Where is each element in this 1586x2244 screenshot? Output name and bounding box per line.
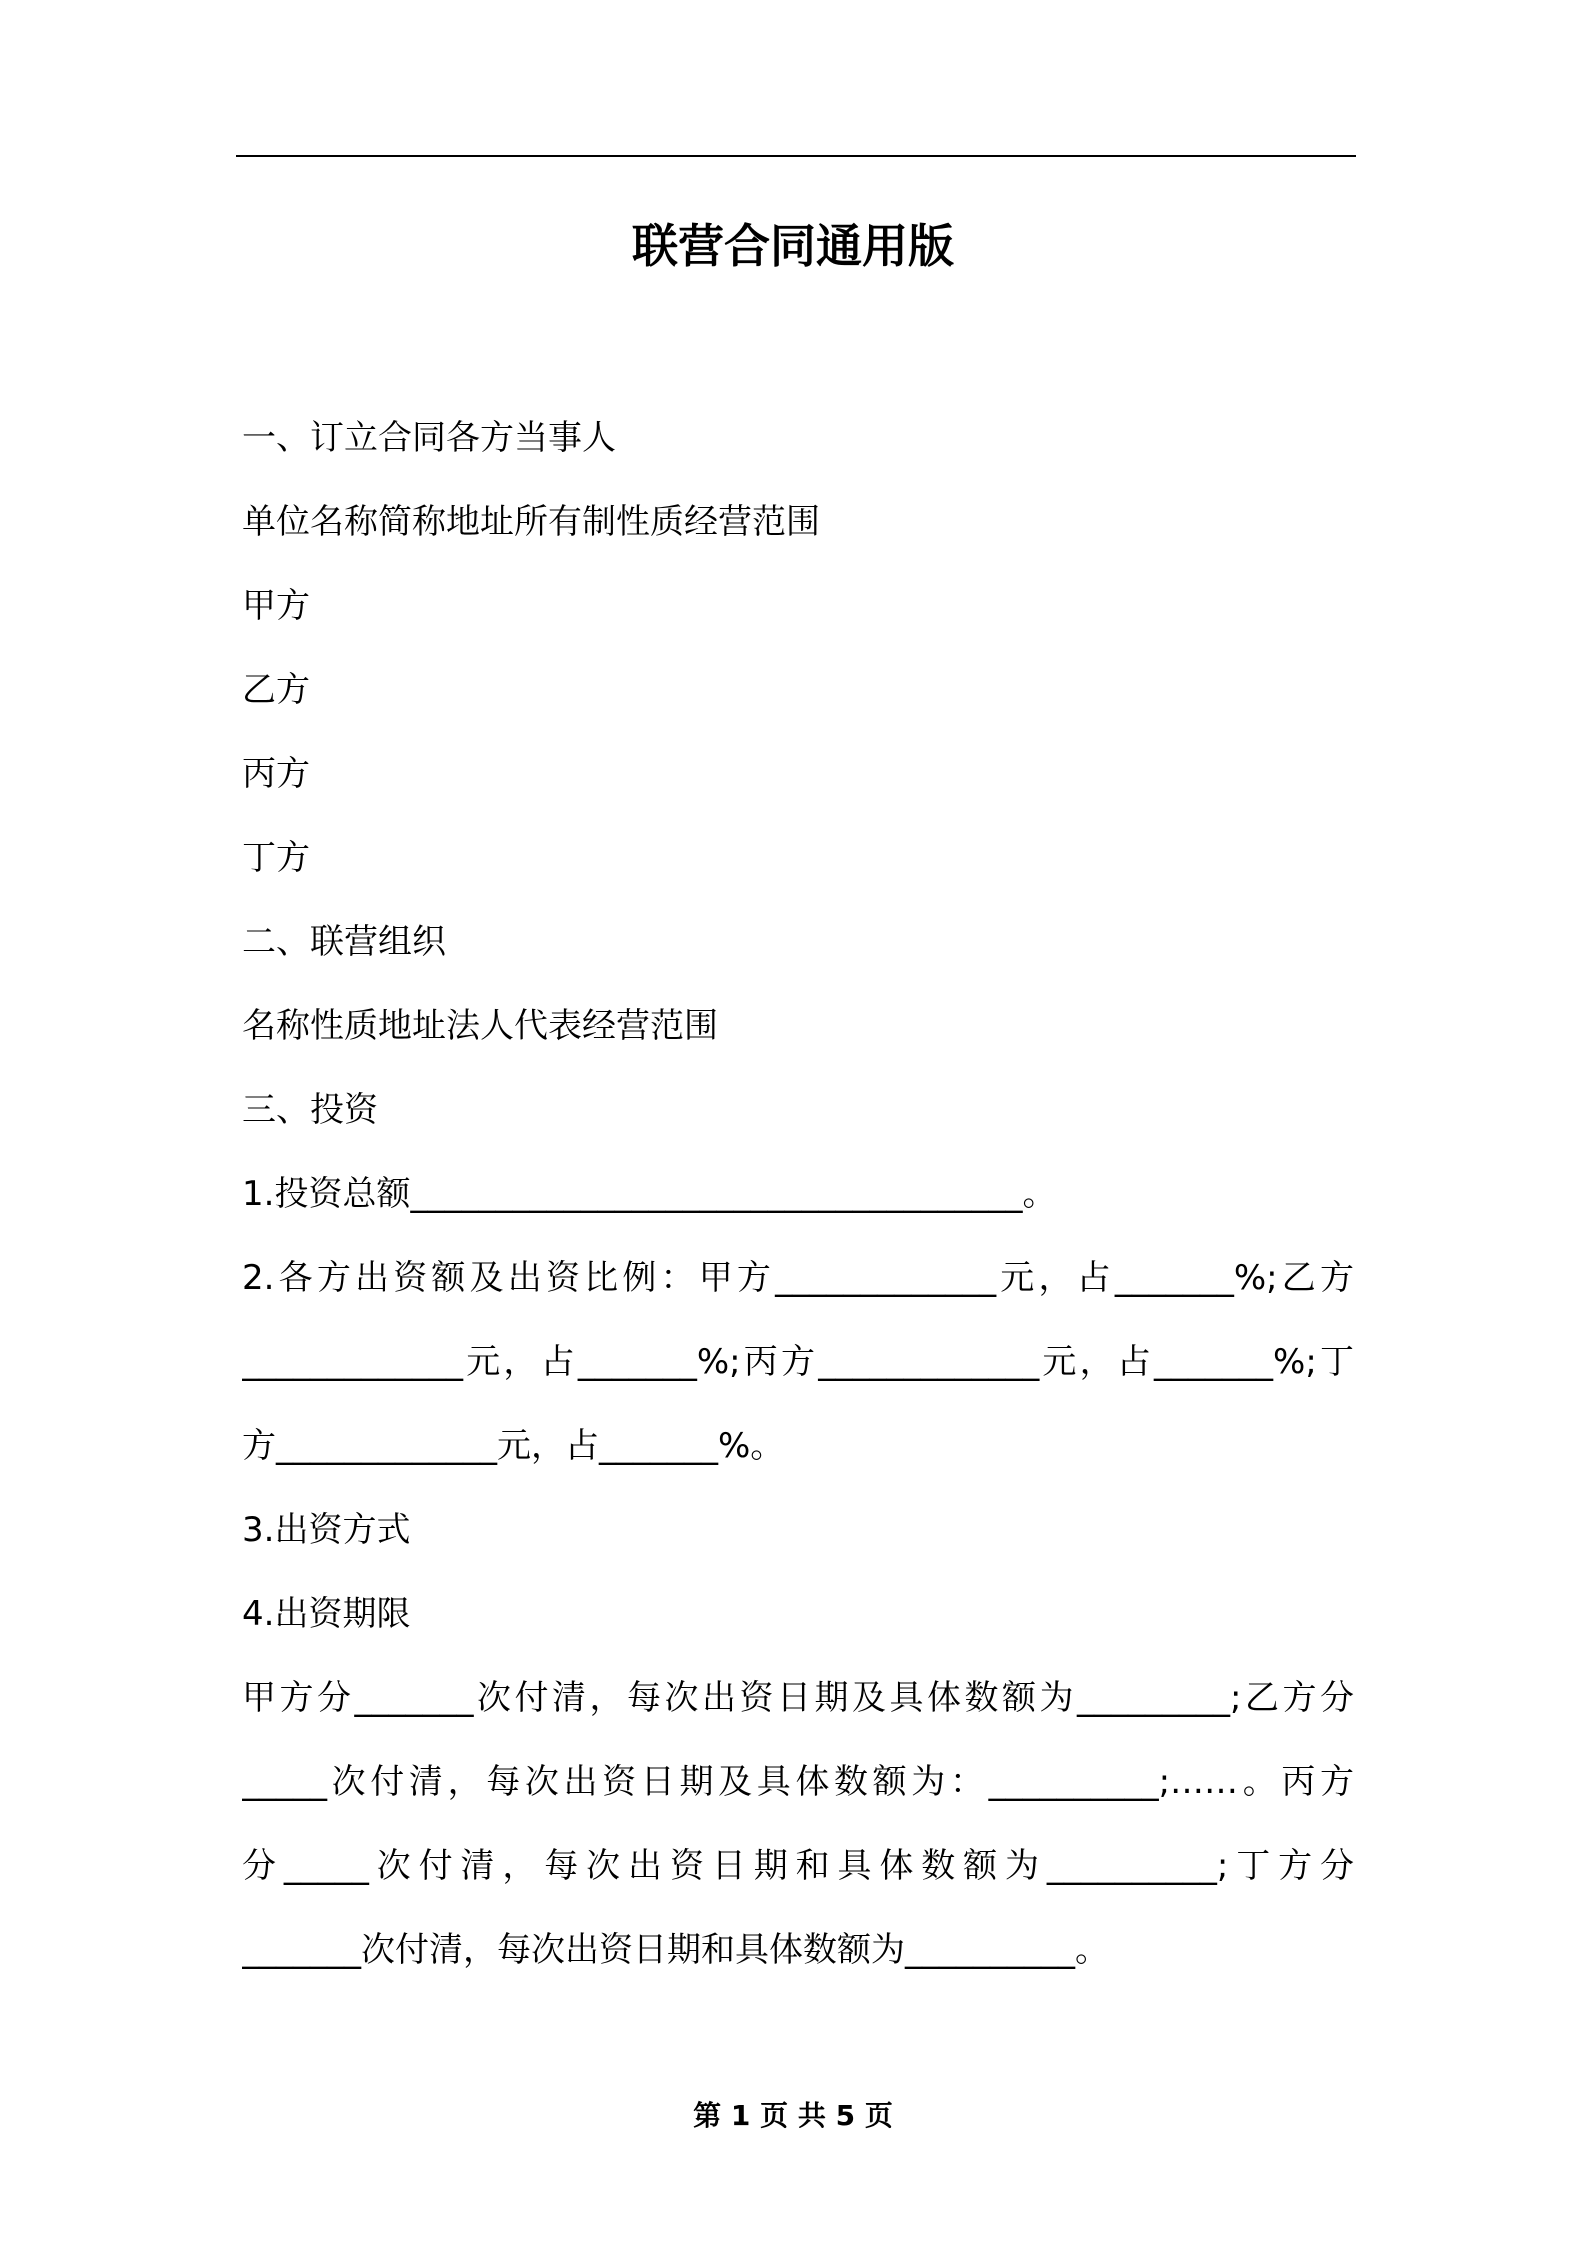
parties-columns-header: 单位名称简称地址所有制性质经营范围 bbox=[242, 502, 820, 542]
document-title: 联营合同通用版 bbox=[632, 219, 954, 273]
party-d-label: 丁方 bbox=[242, 838, 310, 878]
payment-schedule-line-4: _______次付清，每次出资日期和具体数额为__________。 bbox=[242, 1930, 1109, 1970]
payment-schedule-line-3: 分_____次付清，每次出资日期和具体数额为__________;丁方分 bbox=[242, 1846, 1354, 1886]
contribution-ratio-line-1: 2.各方出资额及出资比例：甲方_____________元，占_______%;乙方 bbox=[242, 1258, 1354, 1298]
party-c-label: 丙方 bbox=[242, 754, 310, 794]
contribution-ratio-line-2: _____________元，占_______%;丙方_____________元，占_______%;丁 bbox=[242, 1342, 1354, 1382]
header-rule bbox=[236, 155, 1356, 157]
contribution-deadline-clause: 4.出资期限 bbox=[242, 1594, 411, 1634]
party-a-label: 甲方 bbox=[242, 586, 310, 626]
section-heading-parties: 一、订立合同各方当事人 bbox=[242, 418, 616, 458]
payment-schedule-line-1: 甲方分_______次付清，每次出资日期及具体数额为_________;乙方分 bbox=[242, 1678, 1354, 1718]
organization-columns-header: 名称性质地址法人代表经营范围 bbox=[242, 1006, 718, 1046]
contribution-ratio-line-3: 方_____________元，占_______%。 bbox=[242, 1426, 785, 1466]
page-number: 第 1 页 共 5 页 bbox=[693, 2099, 893, 2132]
investment-total-clause: 1.投资总额____________________________________。 bbox=[242, 1174, 1057, 1214]
payment-schedule-line-2: _____次付清，每次出资日期及具体数额为：__________;……。丙方 bbox=[242, 1762, 1354, 1802]
party-b-label: 乙方 bbox=[242, 670, 310, 710]
section-heading-investment: 三、投资 bbox=[242, 1090, 378, 1130]
contribution-method-clause: 3.出资方式 bbox=[242, 1510, 411, 1550]
section-heading-organization: 二、联营组织 bbox=[242, 922, 446, 962]
